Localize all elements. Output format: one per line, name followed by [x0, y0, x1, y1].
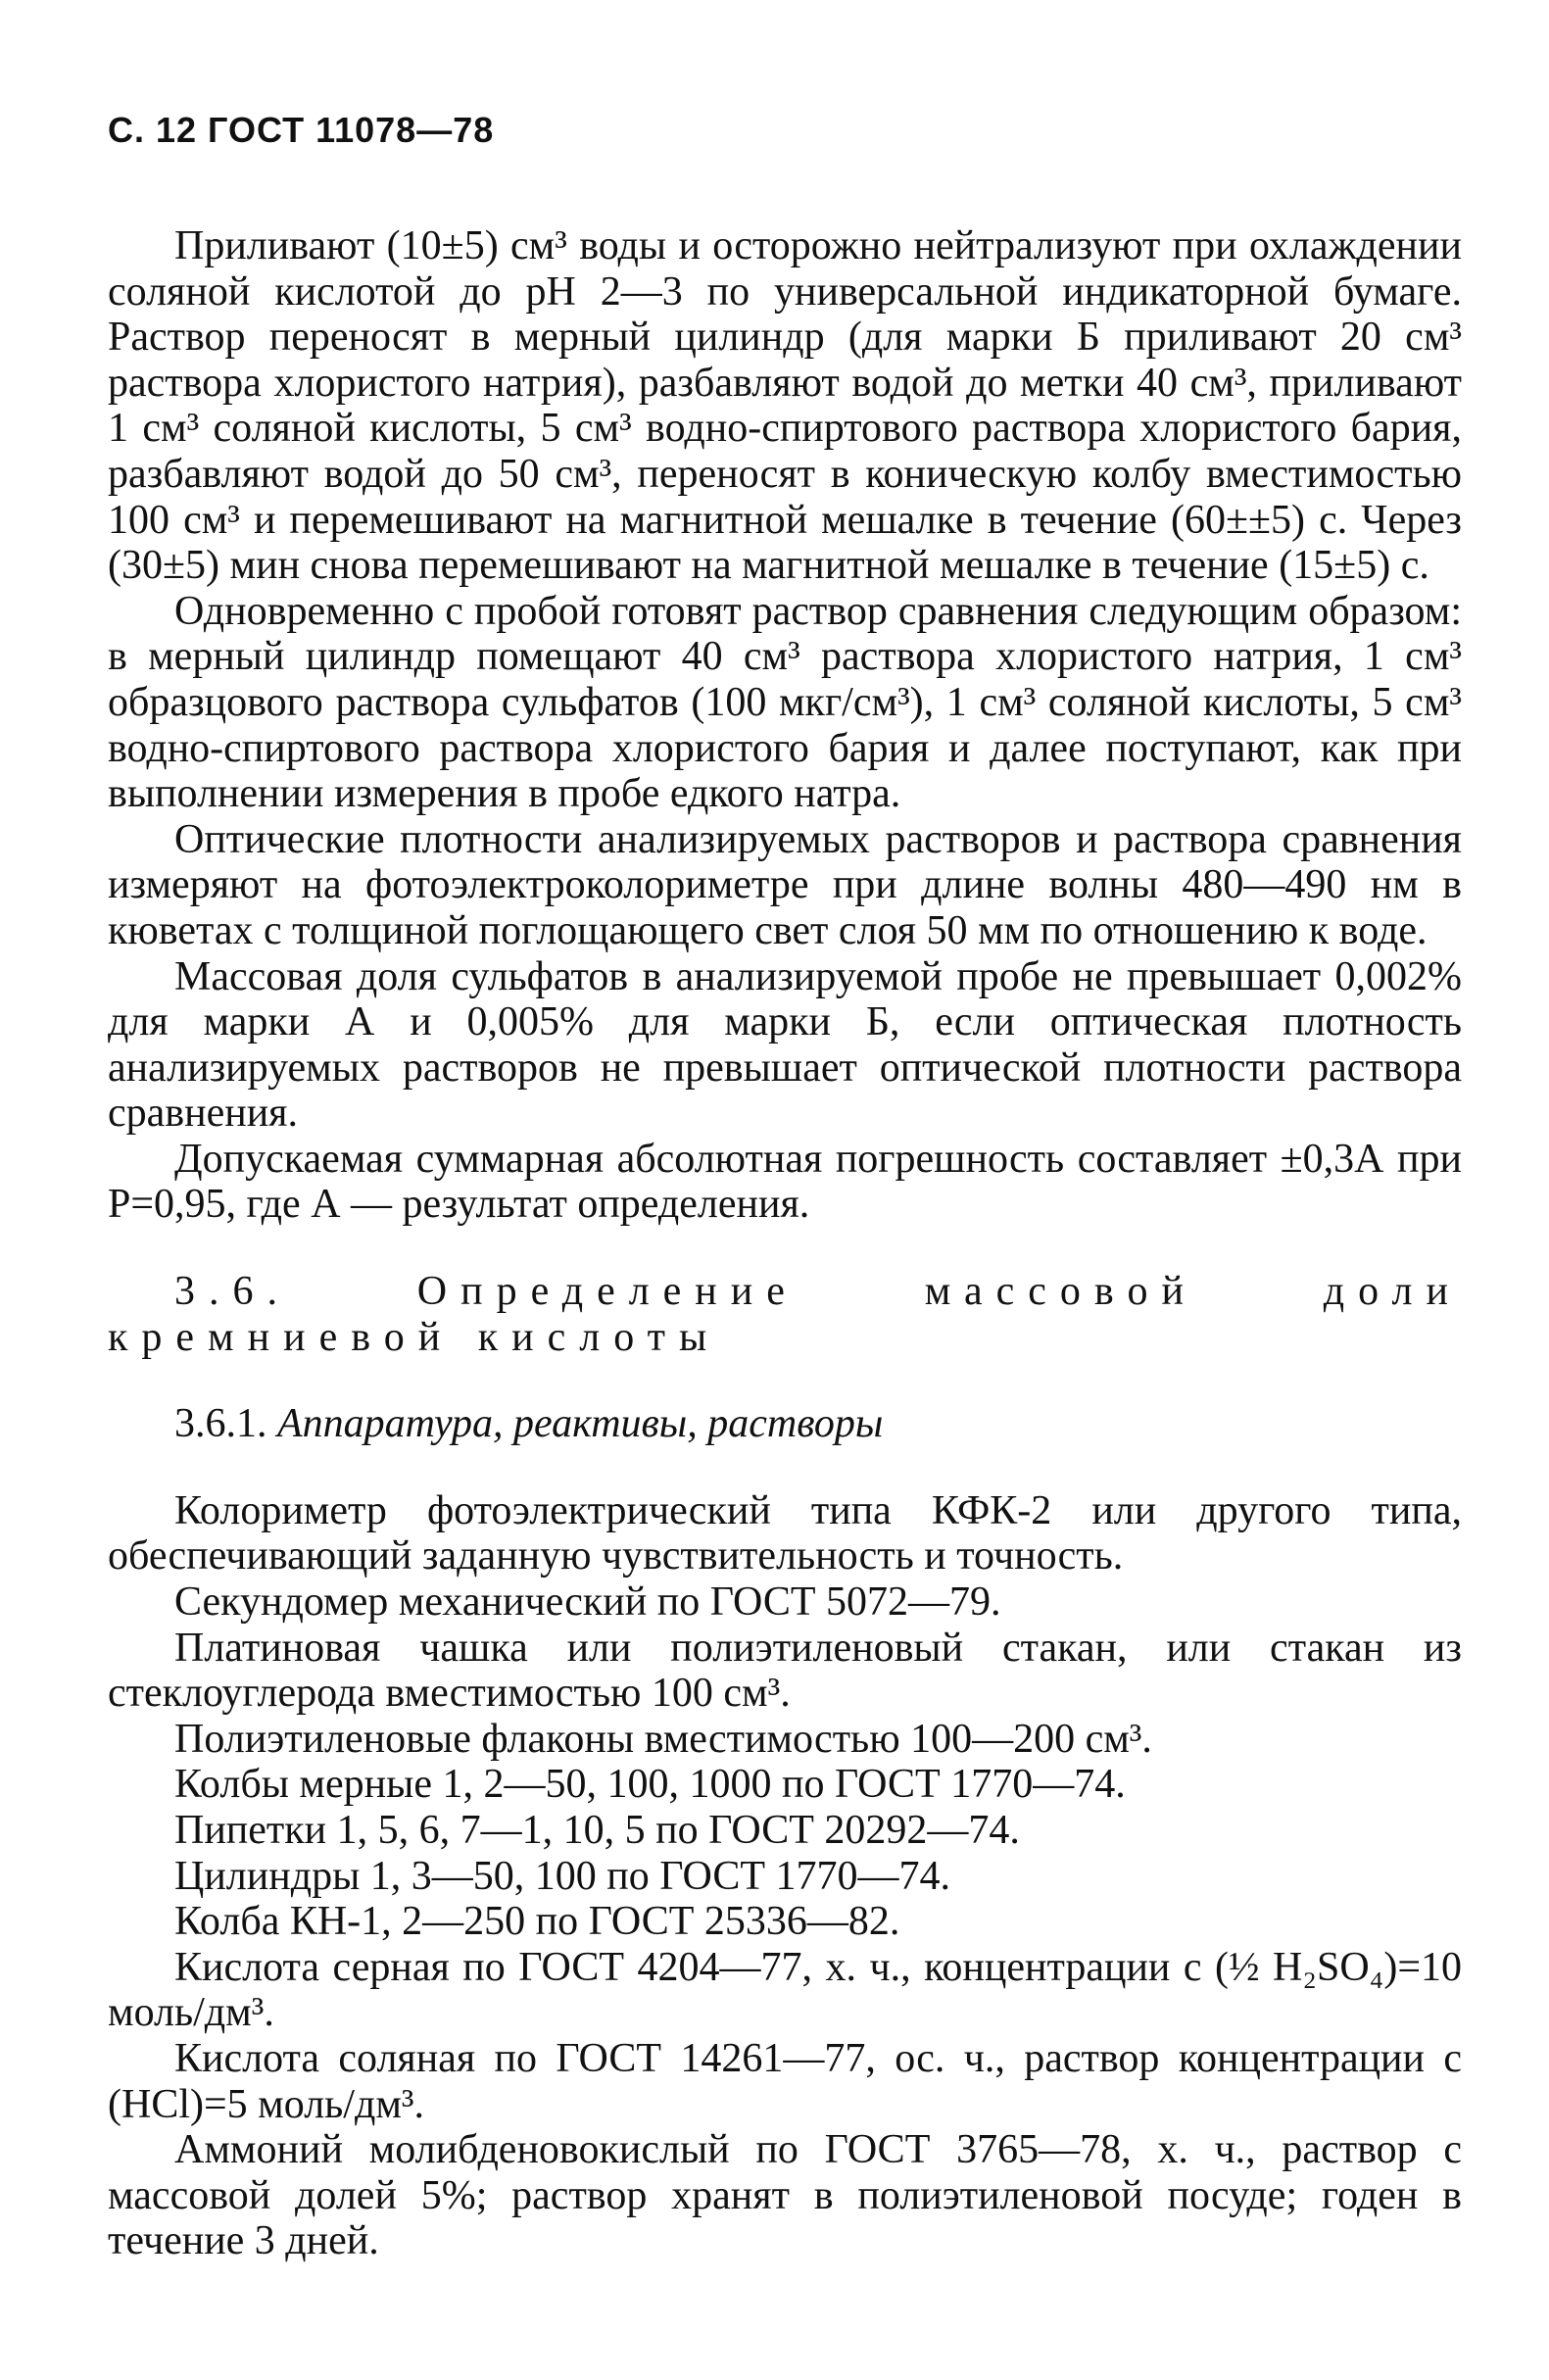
- paragraph-5: Допускаемая суммарная абсолютная погрешность составляет ±0,3А при Р=0,95, где А — результат определения.: [108, 1136, 1462, 1228]
- page-header: С. 12 ГОСТ 11078—78: [108, 110, 495, 150]
- paragraph-3: Оптические плотности анализируемых растворов и раствора сравнения измеряют на фотоэлектроколориметре при длине волны 480—490 нм в кюветах с толщиной поглощающего свет слоя 50 мм по отношению к воде.: [108, 816, 1462, 953]
- list-item: Колориметр фотоэлектрический типа КФК-2 или другого типа, обеспечивающий заданную чувствительность и точность.: [108, 1487, 1462, 1579]
- paragraph-1: Приливают (10±5) см³ воды и осторожно нейтрализуют при охлаждении соляной кислотой до pH 2—3 по универсальной индикаторной бумаге. Раствор переносят в мерный цилиндр (для марки Б приливают 20 см³ раствора хлористого натрия), разбавляют водой до метки 40 см³, приливают 1 см³ соляной кислоты, 5 см³ водно-спиртового раствора хлористого бария, разбавляют водой до 50 см³, переносят в коническую колбу вместимостью 100 см³ и перемешивают на магнитной мешалке в течение (60±±5) с. Через (30±5) мин снова перемешивают на магнитной мешалке в течение (15±5) с.: [108, 223, 1462, 589]
- list-item: Колба КН-1, 2—250 по ГОСТ 25336—82.: [174, 1899, 900, 1945]
- list-item: Платиновая чашка или полиэтиленовый стакан, или стакан из стеклоуглерода вместимостью 100 см³.: [108, 1625, 1462, 1717]
- list-item: Цилиндры 1, 3—50, 100 по ГОСТ 1770—74.: [174, 1853, 951, 1899]
- section-heading: 3.6. Определение массовой доли кремниевой кислоты: [108, 1269, 1462, 1360]
- list-item: Полиэтиленовые флаконы вместимостью 100—200 см³.: [174, 1716, 1152, 1762]
- subsection-title: Аппаратура, реактивы, растворы: [277, 1401, 884, 1447]
- list-item: Секундомер механический по ГОСТ 5072—79.: [174, 1579, 1001, 1626]
- list-item: Пипетки 1, 5, 6, 7—1, 10, 5 по ГОСТ 20292—74.: [174, 1808, 1020, 1853]
- list-item: Аммоний молибденовокислый по ГОСТ 3765—78, х. ч., раствор с массовой долей 5%; раствор хранят в полиэтиленовой посуде; годен в течение 3 дней.: [108, 2127, 1462, 2264]
- list-item: Колбы мерные 1, 2—50, 100, 1000 по ГОСТ 1770—74.: [174, 1762, 1126, 1808]
- list-item: Кислота соляная по ГОСТ 14261—77, ос. ч., раствор концентрации с (HCl)=5 моль/дм³.: [108, 2035, 1462, 2127]
- subsection-heading: [108, 1401, 1462, 1447]
- subsection-number: 3.6.1.: [174, 1401, 267, 1447]
- paragraph-2: Одновременно с пробой готовят раствор сравнения следующим образом: в мерный цилиндр помещают 40 см³ раствора хлористого натрия, 1 см³ образцового раствора сульфатов (100 мкг/см³), 1 см³ соляной кислоты, 5 см³ водно-спиртового раствора хлористого бария и далее поступают, как при выполнении измерения в пробе едкого натра.: [108, 588, 1462, 817]
- list-item: Кислота серная по ГОСТ 4204—77, х. ч., концентрации с (½ H₂SO₄)=10 моль/дм³.: [108, 1944, 1462, 2036]
- paragraph-4: Массовая доля сульфатов в анализируемой пробе не превышает 0,002% для марки А и 0,005% для марки Б, если оптическая плотность анализируемых растворов не превышает оптической плотности раствора сравнения.: [108, 953, 1462, 1137]
- document-page: [108, 110, 1462, 2264]
